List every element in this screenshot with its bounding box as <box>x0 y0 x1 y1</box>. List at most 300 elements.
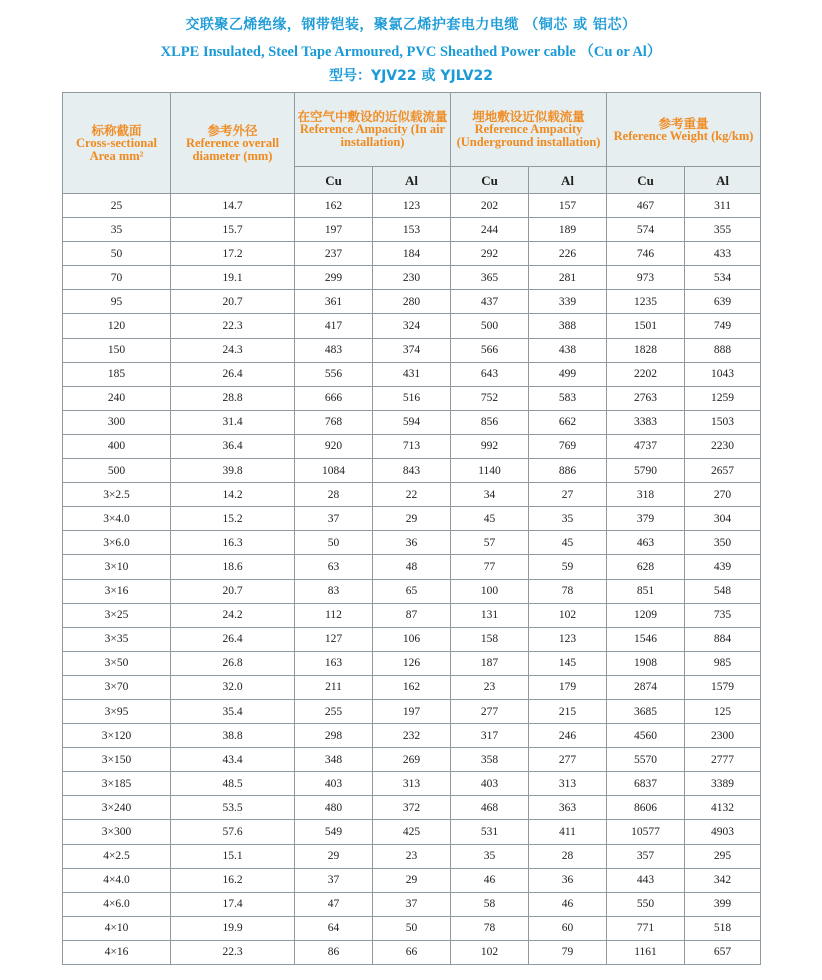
cell-weight-cu: 3383 <box>607 410 685 434</box>
cell-weight-cu: 5790 <box>607 459 685 483</box>
cell-weight-al: 1043 <box>685 362 761 386</box>
cell-area: 3×50 <box>63 651 171 675</box>
cell-air-al: 50 <box>373 916 451 940</box>
cell-under-al: 36 <box>529 868 607 892</box>
cell-air-cu: 1084 <box>295 459 373 483</box>
cell-diameter: 24.3 <box>171 338 295 362</box>
cell-under-cu: 437 <box>451 290 529 314</box>
table-row <box>63 868 761 892</box>
header-diameter-cn: 参考外径 <box>207 122 258 138</box>
table-row <box>63 531 761 555</box>
cell-area: 3×150 <box>63 748 171 772</box>
cell-diameter: 15.1 <box>171 844 295 868</box>
header-under-en: Reference Ampacity (Underground installation) <box>456 122 601 149</box>
cell-diameter: 20.7 <box>171 290 295 314</box>
cell-weight-cu: 1235 <box>607 290 685 314</box>
cell-under-cu: 244 <box>451 218 529 242</box>
header-air-cn: 在空气中敷设的近似载流量 <box>297 109 448 124</box>
cell-air-al: 372 <box>373 796 451 820</box>
table-row <box>63 892 761 916</box>
cell-under-al: 28 <box>529 844 607 868</box>
cell-diameter: 24.2 <box>171 603 295 627</box>
cell-under-al: 78 <box>529 579 607 603</box>
cell-air-cu: 197 <box>295 218 373 242</box>
cell-air-cu: 920 <box>295 434 373 458</box>
header-area <box>63 93 171 194</box>
cell-air-al: 29 <box>373 868 451 892</box>
cell-air-al: 23 <box>373 844 451 868</box>
table-row <box>63 290 761 314</box>
table-row <box>63 483 761 507</box>
cell-under-cu: 78 <box>451 916 529 940</box>
cell-under-cu: 35 <box>451 844 529 868</box>
cell-under-al: 145 <box>529 651 607 675</box>
cell-under-cu: 202 <box>451 194 529 218</box>
cell-air-cu: 29 <box>295 844 373 868</box>
header-weight-cn: 参考重量 <box>658 115 709 131</box>
cell-diameter: 17.2 <box>171 242 295 266</box>
cell-air-al: 269 <box>373 748 451 772</box>
cell-under-cu: 34 <box>451 483 529 507</box>
cell-area: 185 <box>63 362 171 386</box>
cell-weight-al: 735 <box>685 603 761 627</box>
cell-area: 4×4.0 <box>63 868 171 892</box>
cell-weight-al: 1259 <box>685 386 761 410</box>
table-row <box>63 627 761 651</box>
cell-diameter: 43.4 <box>171 748 295 772</box>
cell-weight-al: 2657 <box>685 459 761 483</box>
cell-diameter: 19.1 <box>171 266 295 290</box>
cell-under-cu: 158 <box>451 627 529 651</box>
cell-area: 3×6.0 <box>63 531 171 555</box>
cell-weight-cu: 1501 <box>607 314 685 338</box>
cell-under-al: 246 <box>529 724 607 748</box>
subheader-air-al: Al <box>373 167 451 194</box>
cell-weight-al: 639 <box>685 290 761 314</box>
cell-area: 3×240 <box>63 796 171 820</box>
cell-air-al: 843 <box>373 459 451 483</box>
cell-under-cu: 566 <box>451 338 529 362</box>
cell-area: 120 <box>63 314 171 338</box>
cell-under-cu: 365 <box>451 266 529 290</box>
cell-air-cu: 298 <box>295 724 373 748</box>
table-row <box>63 266 761 290</box>
cell-weight-al: 884 <box>685 627 761 651</box>
cell-weight-cu: 851 <box>607 579 685 603</box>
header-weight <box>607 93 761 167</box>
table-row <box>63 844 761 868</box>
table-row <box>63 362 761 386</box>
header-area-cn: 标称截面 <box>91 122 142 138</box>
cell-diameter: 39.8 <box>171 459 295 483</box>
cell-area: 3×120 <box>63 724 171 748</box>
cell-weight-cu: 8606 <box>607 796 685 820</box>
cell-weight-al: 295 <box>685 844 761 868</box>
cell-under-cu: 45 <box>451 507 529 531</box>
cell-under-cu: 403 <box>451 772 529 796</box>
cell-weight-cu: 1161 <box>607 940 685 964</box>
cell-weight-al: 2777 <box>685 748 761 772</box>
cell-air-al: 126 <box>373 651 451 675</box>
cell-air-cu: 86 <box>295 940 373 964</box>
cell-air-cu: 768 <box>295 410 373 434</box>
cell-weight-al: 2230 <box>685 434 761 458</box>
cell-area: 3×35 <box>63 627 171 651</box>
cell-weight-al: 4903 <box>685 820 761 844</box>
header-diameter-en: Reference overall diameter (mm) <box>185 135 280 163</box>
cell-air-al: 65 <box>373 579 451 603</box>
cell-under-cu: 292 <box>451 242 529 266</box>
cell-diameter: 17.4 <box>171 892 295 916</box>
cell-diameter: 14.7 <box>171 194 295 218</box>
cell-air-al: 516 <box>373 386 451 410</box>
cell-air-al: 197 <box>373 699 451 723</box>
cell-area: 240 <box>63 386 171 410</box>
cell-under-cu: 358 <box>451 748 529 772</box>
cell-diameter: 22.3 <box>171 940 295 964</box>
cell-area: 3×4.0 <box>63 507 171 531</box>
cell-air-cu: 480 <box>295 796 373 820</box>
cell-air-al: 425 <box>373 820 451 844</box>
cell-air-al: 29 <box>373 507 451 531</box>
cell-under-cu: 856 <box>451 410 529 434</box>
cell-area: 25 <box>63 194 171 218</box>
cell-air-al: 431 <box>373 362 451 386</box>
cell-air-cu: 37 <box>295 868 373 892</box>
cell-area: 50 <box>63 242 171 266</box>
table-row <box>63 386 761 410</box>
cell-under-cu: 468 <box>451 796 529 820</box>
cell-weight-cu: 467 <box>607 194 685 218</box>
cell-air-al: 22 <box>373 483 451 507</box>
cell-diameter: 15.7 <box>171 218 295 242</box>
cell-weight-al: 1503 <box>685 410 761 434</box>
cell-diameter: 16.3 <box>171 531 295 555</box>
cell-air-al: 66 <box>373 940 451 964</box>
cell-diameter: 35.4 <box>171 699 295 723</box>
cell-air-cu: 63 <box>295 555 373 579</box>
cell-air-cu: 237 <box>295 242 373 266</box>
cell-air-cu: 162 <box>295 194 373 218</box>
cell-weight-cu: 574 <box>607 218 685 242</box>
cell-air-al: 324 <box>373 314 451 338</box>
table-row <box>63 555 761 579</box>
table-row <box>63 338 761 362</box>
cell-air-al: 48 <box>373 555 451 579</box>
title-english: XLPE Insulated, Steel Tape Armoured, PVC Sheathed Power cable （Cu or Al） <box>160 44 662 60</box>
header-diameter <box>171 93 295 194</box>
cell-under-al: 886 <box>529 459 607 483</box>
cell-weight-al: 749 <box>685 314 761 338</box>
model-number: 型号：YJV22 或 YJLV22 <box>328 68 494 84</box>
cell-weight-cu: 4560 <box>607 724 685 748</box>
cell-weight-al: 433 <box>685 242 761 266</box>
cell-diameter: 28.8 <box>171 386 295 410</box>
cell-air-cu: 211 <box>295 675 373 699</box>
cell-under-cu: 1140 <box>451 459 529 483</box>
cell-area: 3×25 <box>63 603 171 627</box>
cell-air-cu: 112 <box>295 603 373 627</box>
cell-under-al: 35 <box>529 507 607 531</box>
cell-weight-cu: 1546 <box>607 627 685 651</box>
header-under-cn: 埋地敷设近似载流量 <box>472 109 585 124</box>
cell-under-cu: 46 <box>451 868 529 892</box>
cell-weight-cu: 628 <box>607 555 685 579</box>
cell-air-al: 37 <box>373 892 451 916</box>
cell-air-cu: 483 <box>295 338 373 362</box>
cable-spec-table <box>62 92 761 965</box>
subheader-weight-al: Al <box>685 167 761 194</box>
cell-under-cu: 317 <box>451 724 529 748</box>
cell-weight-cu: 10577 <box>607 820 685 844</box>
cell-under-cu: 643 <box>451 362 529 386</box>
cell-weight-al: 4132 <box>685 796 761 820</box>
cell-weight-al: 3389 <box>685 772 761 796</box>
cell-under-al: 46 <box>529 892 607 916</box>
cell-diameter: 38.8 <box>171 724 295 748</box>
cell-air-cu: 299 <box>295 266 373 290</box>
cell-under-cu: 58 <box>451 892 529 916</box>
cell-under-al: 388 <box>529 314 607 338</box>
cell-diameter: 48.5 <box>171 772 295 796</box>
cell-diameter: 26.4 <box>171 362 295 386</box>
cell-air-cu: 127 <box>295 627 373 651</box>
cell-air-cu: 83 <box>295 579 373 603</box>
subheader-under-al: Al <box>529 167 607 194</box>
cell-weight-cu: 2763 <box>607 386 685 410</box>
cell-under-al: 102 <box>529 603 607 627</box>
cell-under-al: 79 <box>529 940 607 964</box>
cell-weight-al: 342 <box>685 868 761 892</box>
cell-air-al: 232 <box>373 724 451 748</box>
cell-under-al: 123 <box>529 627 607 651</box>
cell-weight-cu: 2202 <box>607 362 685 386</box>
table-row <box>63 434 761 458</box>
cell-under-cu: 531 <box>451 820 529 844</box>
cell-weight-al: 534 <box>685 266 761 290</box>
cell-area: 150 <box>63 338 171 362</box>
cell-under-cu: 187 <box>451 651 529 675</box>
subheader-under-cu: Cu <box>451 167 529 194</box>
header-air-ampacity <box>295 93 451 167</box>
table-row <box>63 724 761 748</box>
cell-diameter: 36.4 <box>171 434 295 458</box>
cell-weight-cu: 1209 <box>607 603 685 627</box>
cell-under-al: 60 <box>529 916 607 940</box>
cell-air-al: 230 <box>373 266 451 290</box>
cell-under-cu: 100 <box>451 579 529 603</box>
cell-weight-al: 270 <box>685 483 761 507</box>
cell-under-al: 189 <box>529 218 607 242</box>
cell-weight-al: 548 <box>685 579 761 603</box>
cell-air-cu: 47 <box>295 892 373 916</box>
cell-weight-cu: 3685 <box>607 699 685 723</box>
cell-air-cu: 403 <box>295 772 373 796</box>
cell-weight-al: 439 <box>685 555 761 579</box>
cell-under-al: 583 <box>529 386 607 410</box>
cell-weight-cu: 318 <box>607 483 685 507</box>
cell-air-al: 162 <box>373 675 451 699</box>
cell-air-al: 280 <box>373 290 451 314</box>
cell-air-cu: 64 <box>295 916 373 940</box>
cell-weight-al: 657 <box>685 940 761 964</box>
cell-air-cu: 666 <box>295 386 373 410</box>
cell-diameter: 32.0 <box>171 675 295 699</box>
cell-diameter: 18.6 <box>171 555 295 579</box>
cell-area: 400 <box>63 434 171 458</box>
table-row <box>63 820 761 844</box>
table-row <box>63 796 761 820</box>
cell-weight-al: 399 <box>685 892 761 916</box>
cell-weight-cu: 357 <box>607 844 685 868</box>
cell-diameter: 31.4 <box>171 410 295 434</box>
table-row <box>63 651 761 675</box>
table-row <box>63 916 761 940</box>
cell-under-al: 45 <box>529 531 607 555</box>
table-body <box>63 194 761 965</box>
table-row <box>63 194 761 218</box>
cell-area: 3×95 <box>63 699 171 723</box>
cell-weight-al: 350 <box>685 531 761 555</box>
table-row <box>63 940 761 964</box>
cell-weight-cu: 746 <box>607 242 685 266</box>
cell-under-al: 281 <box>529 266 607 290</box>
cell-air-al: 184 <box>373 242 451 266</box>
title-chinese: 交联聚乙烯绝缘，钢带铠装，聚氯乙烯护套电力电缆 （铜芯 或 铝芯） <box>185 17 637 33</box>
table-row <box>63 507 761 531</box>
cell-air-cu: 37 <box>295 507 373 531</box>
cell-weight-cu: 2874 <box>607 675 685 699</box>
cell-weight-al: 518 <box>685 916 761 940</box>
cell-air-cu: 28 <box>295 483 373 507</box>
cell-under-cu: 500 <box>451 314 529 338</box>
cell-under-al: 179 <box>529 675 607 699</box>
cell-area: 4×2.5 <box>63 844 171 868</box>
cell-air-al: 374 <box>373 338 451 362</box>
cell-area: 4×16 <box>63 940 171 964</box>
cell-air-al: 123 <box>373 194 451 218</box>
cell-weight-al: 355 <box>685 218 761 242</box>
table-row <box>63 772 761 796</box>
cell-air-al: 313 <box>373 772 451 796</box>
cell-under-al: 27 <box>529 483 607 507</box>
cell-under-al: 339 <box>529 290 607 314</box>
cell-weight-al: 888 <box>685 338 761 362</box>
cell-under-al: 313 <box>529 772 607 796</box>
cell-diameter: 15.2 <box>171 507 295 531</box>
cell-air-cu: 417 <box>295 314 373 338</box>
cell-weight-cu: 1828 <box>607 338 685 362</box>
cell-diameter: 14.2 <box>171 483 295 507</box>
cell-air-cu: 50 <box>295 531 373 555</box>
cell-under-al: 226 <box>529 242 607 266</box>
cell-air-al: 153 <box>373 218 451 242</box>
cell-diameter: 22.3 <box>171 314 295 338</box>
cell-diameter: 53.5 <box>171 796 295 820</box>
cell-area: 500 <box>63 459 171 483</box>
cell-area: 35 <box>63 218 171 242</box>
cell-under-al: 499 <box>529 362 607 386</box>
cell-area: 3×10 <box>63 555 171 579</box>
cell-diameter: 20.7 <box>171 579 295 603</box>
table-row <box>63 579 761 603</box>
cell-area: 70 <box>63 266 171 290</box>
cell-weight-cu: 771 <box>607 916 685 940</box>
table-row <box>63 218 761 242</box>
cell-weight-al: 311 <box>685 194 761 218</box>
cell-air-al: 87 <box>373 603 451 627</box>
cell-diameter: 57.6 <box>171 820 295 844</box>
cell-area: 3×16 <box>63 579 171 603</box>
cell-area: 3×185 <box>63 772 171 796</box>
cell-weight-cu: 6837 <box>607 772 685 796</box>
cell-diameter: 26.8 <box>171 651 295 675</box>
cell-area: 3×2.5 <box>63 483 171 507</box>
cell-under-cu: 131 <box>451 603 529 627</box>
cell-weight-cu: 550 <box>607 892 685 916</box>
cell-weight-cu: 4737 <box>607 434 685 458</box>
cell-air-cu: 163 <box>295 651 373 675</box>
cell-under-cu: 57 <box>451 531 529 555</box>
header-weight-en: Reference Weight (kg/km) <box>613 128 754 143</box>
cell-under-cu: 277 <box>451 699 529 723</box>
cell-area: 3×300 <box>63 820 171 844</box>
cell-area: 95 <box>63 290 171 314</box>
cell-weight-cu: 463 <box>607 531 685 555</box>
cell-under-al: 769 <box>529 434 607 458</box>
table-row <box>63 314 761 338</box>
cell-area: 300 <box>63 410 171 434</box>
subheader-air-cu: Cu <box>295 167 373 194</box>
cell-under-cu: 102 <box>451 940 529 964</box>
header-area-en: Cross-sectional Area mm² <box>75 135 157 163</box>
subheader-weight-cu: Cu <box>607 167 685 194</box>
cell-diameter: 16.2 <box>171 868 295 892</box>
table-row <box>63 699 761 723</box>
cell-weight-al: 125 <box>685 699 761 723</box>
cell-weight-cu: 443 <box>607 868 685 892</box>
cell-air-al: 594 <box>373 410 451 434</box>
cell-under-al: 363 <box>529 796 607 820</box>
cell-air-al: 106 <box>373 627 451 651</box>
cell-under-al: 411 <box>529 820 607 844</box>
cell-air-cu: 556 <box>295 362 373 386</box>
cell-under-al: 277 <box>529 748 607 772</box>
cell-under-al: 438 <box>529 338 607 362</box>
header-air-en: Reference Ampacity (In air installation) <box>299 122 446 149</box>
cell-under-al: 662 <box>529 410 607 434</box>
cell-under-al: 215 <box>529 699 607 723</box>
table-row <box>63 748 761 772</box>
cell-area: 3×70 <box>63 675 171 699</box>
cell-under-al: 59 <box>529 555 607 579</box>
cell-air-al: 36 <box>373 531 451 555</box>
cell-air-cu: 255 <box>295 699 373 723</box>
cell-under-cu: 77 <box>451 555 529 579</box>
cell-weight-cu: 5570 <box>607 748 685 772</box>
cell-air-cu: 361 <box>295 290 373 314</box>
table-row <box>63 242 761 266</box>
cell-weight-al: 2300 <box>685 724 761 748</box>
cell-air-cu: 348 <box>295 748 373 772</box>
cell-weight-al: 985 <box>685 651 761 675</box>
cell-air-al: 713 <box>373 434 451 458</box>
cell-diameter: 26.4 <box>171 627 295 651</box>
cell-area: 4×6.0 <box>63 892 171 916</box>
table-row <box>63 459 761 483</box>
table-row <box>63 603 761 627</box>
cell-weight-al: 1579 <box>685 675 761 699</box>
